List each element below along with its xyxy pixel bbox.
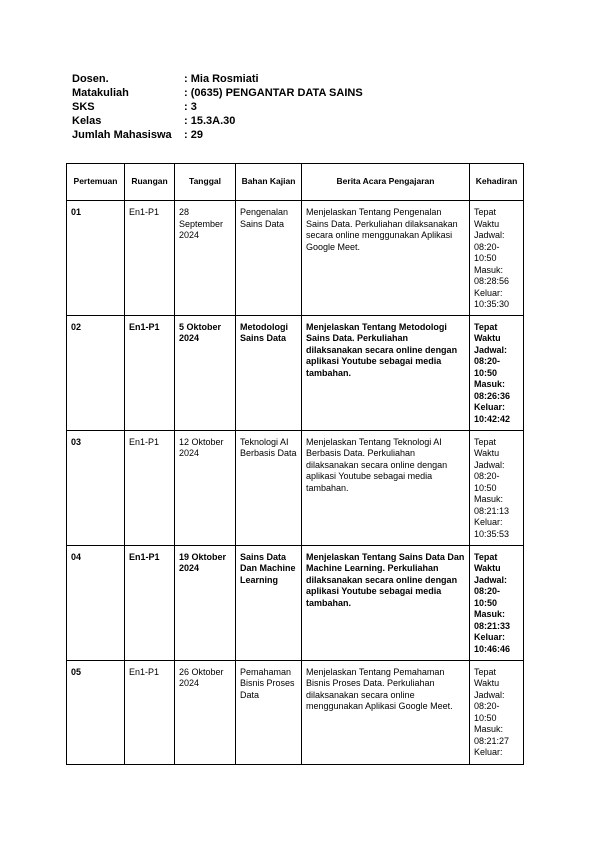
tanggal-cell: 28 September 2024 bbox=[175, 201, 236, 316]
tanggal-cell: 19 Oktober 2024 bbox=[175, 545, 236, 660]
ruangan-cell: En1-P1 bbox=[125, 315, 175, 430]
sks-label: SKS bbox=[72, 101, 95, 113]
table-row bbox=[67, 430, 524, 545]
bahan-kajian-cell: Sains Data Dan Machine Learning bbox=[236, 545, 302, 660]
berita-acara-cell: Menjelaskan Tentang Metodologi Sains Data. Perkuliahan dilaksanakan secara online dengan aplikasi Youtube sebagai media tambahan. bbox=[302, 315, 470, 430]
kelas-value: : 15.3A.30 bbox=[184, 115, 236, 127]
kehadiran-cell: Tepat Waktu Jadwal: 08:20-10:50 Masuk: 08:26:36 Keluar: 10:42:42 bbox=[470, 315, 524, 430]
pertemuan-cell: 02 bbox=[67, 315, 125, 430]
matakuliah-value: : (0635) PENGANTAR DATA SAINS bbox=[184, 87, 363, 99]
kehadiran-cell: Tepat Waktu Jadwal: 08:20-10:50 Masuk: 08:21:27 Keluar: bbox=[470, 660, 524, 764]
header-row-kelas bbox=[72, 114, 363, 128]
berita-acara-cell: Menjelaskan Tentang Teknologi AI Berbasis Data. Perkuliahan dilaksanakan secara online dengan aplikasi Youtube sebagai media tambahan. bbox=[302, 430, 470, 545]
table-row bbox=[67, 315, 524, 430]
ruangan-cell: En1-P1 bbox=[125, 545, 175, 660]
table-row bbox=[67, 201, 524, 316]
bahan-kajian-cell: Pemahaman Bisnis Proses Data bbox=[236, 660, 302, 764]
table-row bbox=[67, 660, 524, 764]
ruangan-cell: En1-P1 bbox=[125, 430, 175, 545]
column-header-berita-acara: Berita Acara Pengajaran bbox=[302, 164, 470, 201]
pertemuan-cell: 05 bbox=[67, 660, 125, 764]
berita-acara-cell: Menjelaskan Tentang Pengenalan Sains Data. Perkuliahan dilaksanakan secara online menggunakan Aplikasi Google Meet. bbox=[302, 201, 470, 316]
header-row-jumlah bbox=[72, 128, 363, 142]
column-header-pertemuan: Pertemuan bbox=[67, 164, 125, 201]
kelas-label: Kelas bbox=[72, 115, 102, 127]
table-header-row bbox=[67, 164, 524, 201]
kehadiran-cell: Tepat Waktu Jadwal: 08:20-10:50 Masuk: 08:28:56 Keluar: 10:35:30 bbox=[470, 201, 524, 316]
column-header-bahan-kajian: Bahan Kajian bbox=[236, 164, 302, 201]
kehadiran-cell: Tepat Waktu Jadwal: 08:20-10:50 Masuk: 08:21:13 Keluar: 10:35:53 bbox=[470, 430, 524, 545]
pertemuan-cell: 03 bbox=[67, 430, 125, 545]
header-row-matakuliah bbox=[72, 86, 363, 100]
bahan-kajian-cell: Metodologi Sains Data bbox=[236, 315, 302, 430]
tanggal-cell: 5 Oktober 2024 bbox=[175, 315, 236, 430]
sks-value: : 3 bbox=[184, 101, 197, 113]
column-header-ruangan: Ruangan bbox=[125, 164, 175, 201]
bahan-kajian-cell: Pengenalan Sains Data bbox=[236, 201, 302, 316]
dosen-value: : Mia Rosmiati bbox=[184, 73, 259, 85]
jumlah-label: Jumlah Mahasiswa bbox=[72, 129, 172, 141]
bahan-kajian-cell: Teknologi AI Berbasis Data bbox=[236, 430, 302, 545]
table-row bbox=[67, 545, 524, 660]
tanggal-cell: 26 Oktober 2024 bbox=[175, 660, 236, 764]
teaching-journal-table bbox=[66, 163, 524, 765]
column-header-kehadiran: Kehadiran bbox=[470, 164, 524, 201]
course-header bbox=[72, 72, 363, 142]
berita-acara-cell: Menjelaskan Tentang Pemahaman Bisnis Proses Data. Perkuliahan dilaksanakan secara online menggunakan Aplikasi Google Meet. bbox=[302, 660, 470, 764]
tanggal-cell: 12 Oktober 2024 bbox=[175, 430, 236, 545]
pertemuan-cell: 01 bbox=[67, 201, 125, 316]
ruangan-cell: En1-P1 bbox=[125, 660, 175, 764]
kehadiran-cell: Tepat Waktu Jadwal: 08:20-10:50 Masuk: 08:21:33 Keluar: 10:46:46 bbox=[470, 545, 524, 660]
column-header-tanggal: Tanggal bbox=[175, 164, 236, 201]
header-row-sks bbox=[72, 100, 363, 114]
ruangan-cell: En1-P1 bbox=[125, 201, 175, 316]
header-row-dosen bbox=[72, 72, 363, 86]
matakuliah-label: Matakuliah bbox=[72, 87, 129, 99]
pertemuan-cell: 04 bbox=[67, 545, 125, 660]
dosen-label: Dosen. bbox=[72, 73, 109, 85]
jumlah-value: : 29 bbox=[184, 129, 203, 141]
berita-acara-cell: Menjelaskan Tentang Sains Data Dan Machine Learning. Perkuliahan dilaksanakan secara online dengan aplikasi Youtube sebagai media tambahan. bbox=[302, 545, 470, 660]
